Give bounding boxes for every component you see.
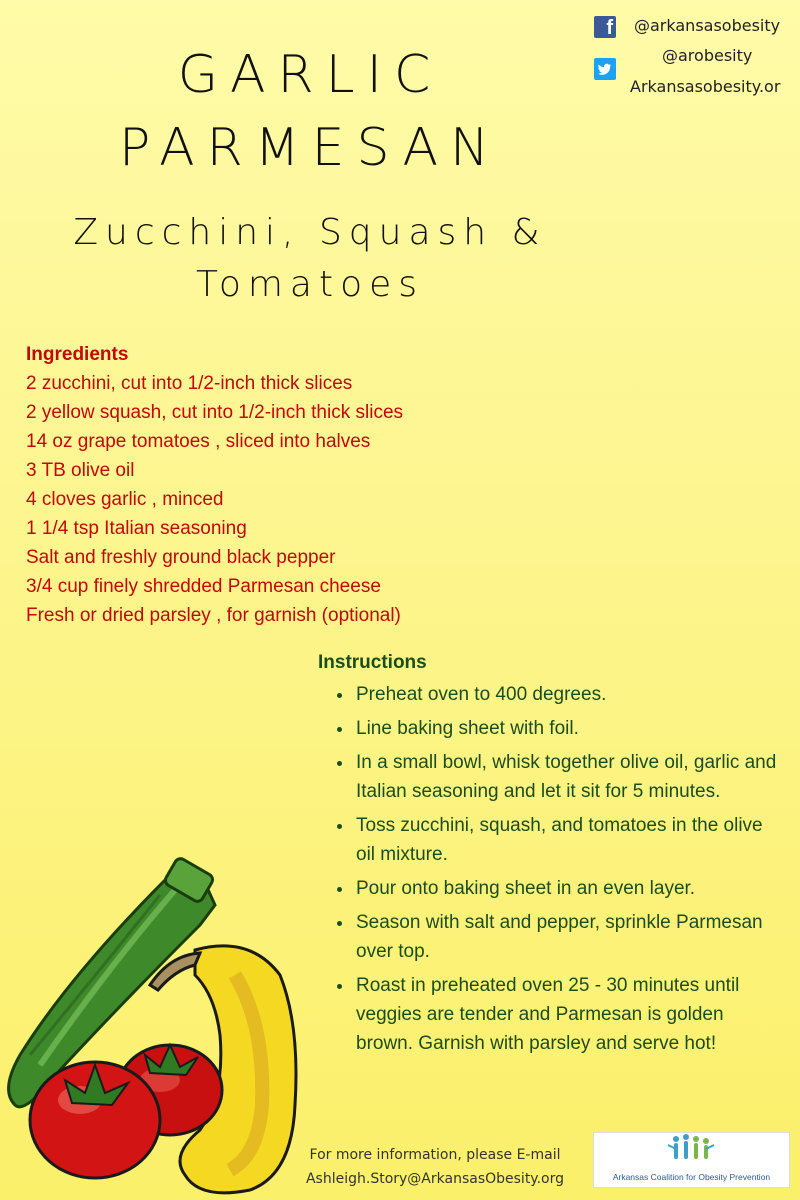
ingredient-item: 3 TB olive oil [26,460,135,481]
instruction-step: • Roast in preheated oven 25 - 30 minutes until veggies are tender and Parmesan is golden brown. Garnish with parsley and serve hot! [354,971,778,1058]
vegetables-illustration [0,855,310,1200]
website-link[interactable]: Arkansasobesity.or [630,77,781,96]
subtitle-line-1: Zucchini, Squash & [73,212,547,253]
ingredient-item: 14 oz grape tomatoes , sliced into halves [26,431,371,452]
title-line-1: GARLIC [177,45,443,105]
ingredient-item: 2 zucchini, cut into 1/2-inch thick slices [26,373,353,394]
instructions-heading: Instructions [318,652,427,673]
footer-text: For more information, please E-mail [309,1147,561,1163]
instruction-step: • In a small bowl, whisk together olive oil, garlic and Italian seasoning and let it sit for 5 minutes. [354,748,778,806]
facebook-icon[interactable]: f [594,16,616,38]
instruction-step: • Season with salt and pepper, sprinkle Parmesan over top. [354,908,778,966]
ingredient-item: 1 1/4 tsp Italian seasoning [26,518,247,539]
ingredient-item: 2 yellow squash, cut into 1/2-inch thick slices [26,402,404,423]
instruction-step: • Line baking sheet with foil. [354,714,778,743]
twitter-icon[interactable] [594,58,616,80]
instructions-section [318,652,778,1063]
ingredient-item: Fresh or dried parsley , for garnish (optional) [26,605,401,626]
instruction-step: • Preheat oven to 400 degrees. [354,680,778,709]
ingredient-item: 3/4 cup finely shredded Parmesan cheese [26,576,381,597]
instruction-step: • Pour onto baking sheet in an even layer. [354,874,778,903]
people-logo-icon [594,1133,789,1167]
ingredients-section [26,340,403,630]
organization-logo [593,1132,790,1188]
contact-email-link[interactable]: Ashleigh.Story@ArkansasObesity.org [305,1171,565,1187]
ingredients-heading: Ingredients [26,344,129,365]
ingredient-item: 4 cloves garlic , minced [26,489,224,510]
title-line-2: PARMESAN [119,118,501,178]
twitter-handle[interactable]: @arobesity [662,46,753,65]
facebook-handle[interactable]: @arkansasobesity [634,16,781,35]
ingredient-item: Salt and freshly ground black pepper [26,547,336,568]
contact-footer [300,1143,570,1191]
subtitle-line-2: Tomatoes [195,264,425,305]
instructions-list [318,680,778,1058]
logo-text: Arkansas Coalition for Obesity Prevention [612,1172,771,1182]
instruction-step: • Toss zucchini, squash, and tomatoes in the olive oil mixture. [354,811,778,869]
